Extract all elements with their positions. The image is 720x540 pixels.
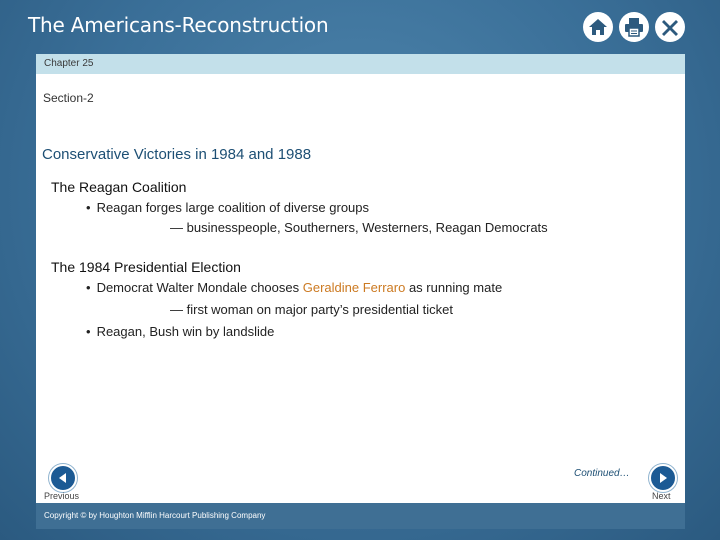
topic-title-1984-election: The 1984 Presidential Election: [51, 259, 241, 275]
chapter-bar: [36, 54, 685, 74]
section-label: Section-2: [43, 91, 94, 105]
home-icon: [588, 17, 608, 37]
triangle-left-icon: [57, 472, 69, 484]
footer-bar: [36, 503, 685, 529]
presentation-title: The Americans-Reconstruction: [28, 13, 329, 37]
top-toolbar: [583, 12, 685, 42]
previous-button[interactable]: [49, 464, 77, 492]
bullet-text-post: as running mate: [405, 280, 503, 295]
continued-label: Continued…: [574, 468, 630, 479]
previous-label[interactable]: Previous: [44, 491, 80, 501]
sub-bullet-text: — first woman on major party’s presidential ticket: [170, 302, 453, 317]
close-icon: [660, 17, 680, 37]
slide-heading: Conservative Victories in 1984 and 1988: [42, 146, 312, 163]
home-button[interactable]: [583, 12, 613, 42]
bullet-text: Reagan forges large coalition of diverse groups: [96, 200, 370, 215]
chapter-label: Chapter 25: [44, 58, 94, 69]
next-button[interactable]: [649, 464, 677, 492]
topic-title-reagan-coalition: The Reagan Coalition: [51, 179, 187, 195]
bullet-text: Reagan, Bush win by landslide: [96, 324, 275, 339]
sub-bullet-text: — businesspeople, Southerners, Westerners, Reagan Democrats: [170, 220, 548, 235]
next-label[interactable]: Next: [652, 491, 671, 501]
bullet-dot: •: [86, 324, 91, 339]
bullet-text-pre: Democrat Walter Mondale chooses: [96, 280, 303, 295]
bullet-item: [86, 280, 502, 295]
slide-content: [36, 54, 685, 529]
print-icon: [624, 17, 644, 37]
bullet-dot: •: [86, 200, 91, 215]
print-button[interactable]: [619, 12, 649, 42]
close-button[interactable]: [655, 12, 685, 42]
bullet-dot: •: [86, 280, 91, 295]
highlighted-term: Geraldine Ferraro: [302, 280, 406, 295]
bullet-item: [86, 324, 274, 339]
bullet-item: [86, 200, 369, 215]
triangle-right-icon: [657, 472, 669, 484]
copyright-text: Copyright © by Houghton Mifflin Harcourt Publishing Company: [44, 511, 266, 520]
